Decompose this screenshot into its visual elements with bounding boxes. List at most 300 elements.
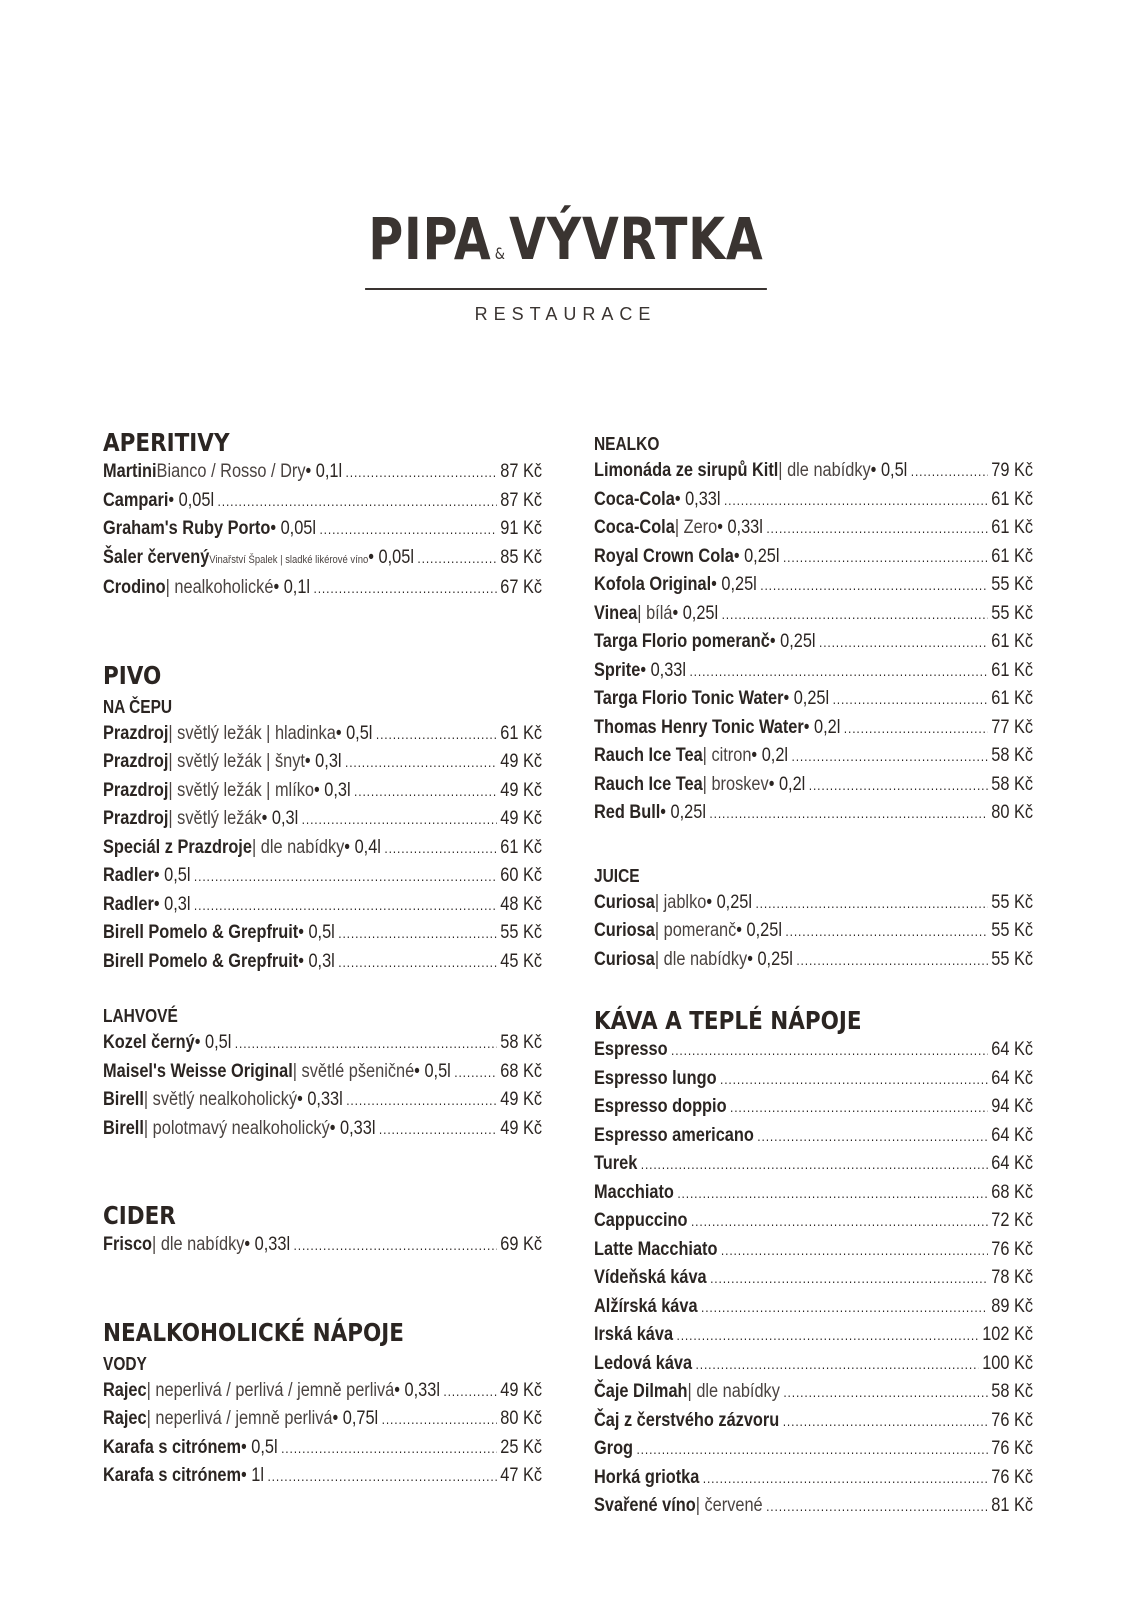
item-price: 67 Kč [500,577,543,598]
item-name: Espresso lungo [594,1067,717,1089]
item-price: 61 Kč [991,659,1034,681]
item-name: Coca-Cola [594,517,675,538]
item-name: Birell [103,1117,144,1139]
item-name: Birell [103,1089,144,1110]
menu-list [103,458,542,603]
item-name: Curiosa [594,948,655,970]
item-price: 55 Kč [991,602,1034,624]
item-name: Curiosa [594,920,655,941]
item-volume: • 0,4l [344,836,381,858]
item-price: 58 Kč [500,1032,543,1053]
item-description: | dle nabídky [152,1234,245,1255]
item-name: Cappuccino [594,1210,688,1231]
item-description: | světlé pšeničné [292,1060,415,1082]
item-price: 55 Kč [991,574,1034,595]
item-volume: • 0,2l [768,773,806,795]
item-name: Šaler červený [103,546,210,568]
menu-item [103,748,542,777]
section-nealkoholicke-napoje [103,1318,542,1491]
item-name: Birell Pomelo & Grepfruit [103,950,299,972]
menu-item [594,889,1033,918]
menu-item [103,458,542,487]
item-price: 64 Kč [991,1039,1034,1060]
item-volume: • 0,25l [769,631,816,652]
item-price: 76 Kč [991,1409,1034,1431]
menu-item [594,600,1033,629]
item-volume: • 0,25l [672,602,719,624]
menu-item [594,486,1033,515]
item-name: Frisco [103,1234,153,1255]
item-price: 72 Kč [991,1210,1034,1231]
item-name: Martini [103,461,157,482]
dot-leader [302,806,497,834]
menu-item [594,1122,1033,1151]
item-price: 69 Kč [500,1234,543,1255]
menu-item [594,457,1033,486]
menu-item [594,714,1033,743]
item-price: 76 Kč [991,1438,1034,1459]
menu-item [594,543,1033,572]
item-name: Red Bull [594,802,661,823]
menu-list [594,889,1033,975]
item-name: Kofola Original [594,574,712,595]
dot-leader [911,458,988,486]
item-price: 49 Kč [500,808,543,829]
item-volume: • 0,75l [332,1408,379,1429]
item-price: 76 Kč [991,1466,1034,1488]
dot-leader [194,892,497,920]
menu-item [103,1434,542,1463]
item-description: | dle nabídky [778,460,871,481]
dot-leader [783,1379,987,1407]
item-description: | dle nabídky [654,948,748,970]
menu-list [103,1231,542,1260]
dot-leader [757,1123,988,1151]
item-volume: • 0,5l [241,1436,278,1458]
item-volume: • 0,5l [870,460,908,481]
section-juice [594,863,1033,975]
dot-leader [709,800,987,828]
item-name: Rauch Ice Tea [594,773,703,795]
menu-item [103,1377,542,1406]
menu-item [103,1405,542,1434]
section-nealko [594,431,1033,828]
menu-item [594,571,1033,600]
dot-leader [691,1208,988,1236]
dot-leader [819,629,988,657]
dot-leader [636,1436,987,1464]
item-price: 58 Kč [991,1381,1034,1402]
brand-subtitle: RESTAURACE [474,304,657,324]
subsection-title: JUICE [594,865,640,886]
dot-leader [791,743,987,771]
menu-item [103,720,542,749]
item-name: Irská káva [594,1324,674,1345]
item-name: Kozel černý [103,1032,195,1053]
dot-leader [785,918,987,946]
item-volume: • 0,33l [640,659,687,681]
brand-left: PIPA [367,205,492,273]
section-title: CIDER [103,1201,176,1230]
item-price: 61 Kč [500,836,543,858]
dot-leader [338,920,497,948]
item-volume: • 0,25l [733,545,780,567]
dot-leader [730,1094,988,1122]
menu-item [103,805,542,834]
dot-leader [454,1059,497,1087]
dot-leader [722,601,988,629]
item-description: | neperlivá / perlivá / jemně perlivá [146,1379,395,1401]
item-name: Espresso [594,1039,668,1060]
menu-item [594,742,1033,771]
restaurant-logo [0,205,1131,325]
item-volume: • 0,3l [313,779,351,801]
item-description: | dle nabídky [251,836,345,858]
menu-item [103,1029,542,1058]
item-volume: • 0,1l [305,461,343,482]
item-price: 89 Kč [991,1295,1034,1317]
dot-leader [671,1037,988,1065]
menu-item [103,891,542,920]
menu-item [103,1058,542,1087]
menu-item [103,1462,542,1491]
subsection-title: LAHVOVÉ [103,1006,178,1026]
dot-leader [720,1066,988,1094]
dot-leader [346,459,497,487]
item-price: 80 Kč [991,802,1034,823]
item-price: 79 Kč [991,460,1034,481]
section-aperitivy [103,428,542,603]
brand-amp: & [494,244,506,263]
item-description: Bianco / Rosso / Dry [156,461,306,482]
item-price: 55 Kč [991,920,1034,941]
item-name: Espresso americano [594,1124,754,1146]
item-name: Espresso doppio [594,1096,727,1117]
dot-leader [319,516,496,544]
item-name: Birell Pomelo & Grepfruit [103,922,299,943]
menu-item [103,1086,542,1115]
subsection-title: NA ČEPU [103,696,173,717]
menu-item [594,628,1033,657]
item-name: Turek [594,1153,638,1174]
dot-leader [417,545,496,573]
item-price: 61 Kč [991,517,1034,538]
section-title: KÁVA A TEPLÉ NÁPOJE [594,1006,862,1035]
item-price: 58 Kč [991,773,1034,795]
dot-leader [710,1265,988,1293]
dot-leader [345,749,497,777]
menu-item [594,1150,1033,1179]
menu-list [594,1036,1033,1521]
menu-item [103,574,542,603]
item-price: 49 Kč [500,779,543,801]
item-price: 47 Kč [500,1465,543,1486]
item-volume: • 0,33l [394,1379,440,1401]
menu-item [103,544,542,575]
section-title: NEALKOHOLICKÉ NÁPOJE [103,1317,404,1347]
item-price: 78 Kč [991,1267,1034,1288]
item-volume: • 0,25l [711,574,757,595]
item-name: Čaje Dilmah [594,1381,688,1402]
item-price: 68 Kč [991,1181,1034,1203]
menu-item [103,919,542,948]
item-price: 61 Kč [991,688,1034,709]
item-name: Čaj z čerstvého zázvoru [594,1409,780,1431]
item-price: 64 Kč [991,1067,1034,1089]
item-name: Graham's Ruby Porto [103,518,271,539]
item-price: 45 Kč [500,950,543,972]
item-name: Radler [103,893,154,915]
section-cider [103,1201,542,1260]
item-price: 85 Kč [500,546,543,568]
menu-item [594,685,1033,714]
menu-item [594,1179,1033,1208]
item-volume: • 0,33l [297,1089,343,1110]
item-name: Prazdroj [103,808,169,829]
item-volume: • 0,2l [803,716,841,738]
section-kava [594,1006,1033,1521]
item-name: Rauch Ice Tea [594,745,703,766]
menu-item [594,1036,1033,1065]
item-name: Royal Crown Cola [594,545,734,567]
item-name: Grog [594,1438,634,1459]
dot-leader [313,575,496,603]
menu-item [594,1207,1033,1236]
item-name: Prazdroj [103,722,169,744]
item-description: | světlý ležák | hladinka [168,722,336,744]
menu-item [103,777,542,806]
item-description: | broskev [702,773,769,795]
section-title: PIVO [103,660,162,690]
item-description: | bílá [637,602,673,624]
item-volume: • 1l [241,1465,265,1486]
dot-leader [354,778,497,806]
dot-leader [294,1232,497,1260]
item-price: 94 Kč [991,1096,1034,1117]
item-name: Thomas Henry Tonic Water [594,716,804,738]
item-volume: • 0,5l [335,722,373,744]
item-name: Vinea [594,602,638,624]
item-volume: • 0,05l [270,518,317,539]
menu-item [594,1236,1033,1265]
item-volume: • 0,05l [168,489,215,511]
menu-item [594,1350,1033,1379]
item-volume: • 0,2l [751,745,789,766]
dot-leader [376,721,497,749]
item-price: 55 Kč [500,922,543,943]
dot-leader [703,1465,988,1493]
item-price: 64 Kč [991,1153,1034,1174]
item-price: 87 Kč [500,489,543,511]
item-description: | polotmavý nealkoholický [143,1117,330,1139]
item-name: Horká griotka [594,1466,700,1488]
menu-column-left [103,428,542,1491]
menu-list [103,1377,542,1491]
item-price: 64 Kč [991,1124,1034,1146]
item-volume: • 0,25l [736,920,782,941]
item-description: | světlý nealkoholický [143,1089,298,1110]
menu-item [594,1407,1033,1436]
item-price: 87 Kč [500,461,543,482]
item-name: Prazdroj [103,779,169,801]
item-price: 48 Kč [500,893,543,915]
item-price: 25 Kč [500,1436,543,1458]
menu-item [594,771,1033,800]
item-name: Targa Florio pomeranč [594,631,770,652]
item-name: Vídeňská káva [594,1267,707,1288]
menu-item [594,1264,1033,1293]
item-price: 76 Kč [991,1238,1034,1260]
item-price: 61 Kč [991,488,1034,510]
menu-item [594,946,1033,975]
dot-leader [766,515,988,543]
item-volume: • 0,3l [298,950,335,972]
menu-item [594,514,1033,543]
menu-item [103,948,542,977]
item-price: 61 Kč [991,631,1034,652]
dot-leader [844,715,988,743]
dot-leader [267,1463,496,1491]
menu-item [594,1378,1033,1407]
item-volume: • 0,33l [244,1234,291,1255]
menu-item [594,1435,1033,1464]
item-name: Targa Florio Tonic Water [594,688,784,709]
menu-item [594,917,1033,946]
item-name: Karafa s citrónem [103,1436,242,1458]
item-price: 80 Kč [500,1408,543,1429]
item-price: 49 Kč [500,751,543,772]
dot-leader [218,488,497,516]
dot-leader [783,1408,988,1436]
item-volume: • 0,3l [153,893,191,915]
item-price: 49 Kč [500,1117,543,1139]
dot-leader [755,890,987,918]
item-volume: • 0,1l [273,577,311,598]
brand-right: VÝVRTKA [508,205,764,273]
item-price: 77 Kč [991,716,1034,738]
item-description: | Zero [674,517,718,538]
dot-leader [384,835,496,863]
item-name: Limonáda ze sirupů Kitl [594,460,779,481]
item-volume: • 0,5l [414,1060,451,1082]
item-price: 100 Kč [982,1352,1034,1374]
item-price: 68 Kč [500,1060,543,1082]
menu-item [594,1321,1033,1350]
item-name: Alžírská káva [594,1295,698,1317]
dot-leader [338,949,497,977]
menu-item [103,834,542,863]
item-name: Speciál z Prazdroje [103,836,252,858]
item-price: 61 Kč [991,545,1034,567]
menu-item [594,1293,1033,1322]
item-volume: • 0,33l [674,488,721,510]
dot-leader [676,1322,978,1350]
menu-item [594,1065,1033,1094]
item-price: 60 Kč [500,865,543,886]
section-pivo [103,661,542,1144]
item-name: Svařené víno [594,1495,696,1516]
subsection-title: NEALKO [594,434,660,454]
dot-leader [724,487,988,515]
dot-leader [443,1378,496,1406]
item-price: 58 Kč [991,745,1034,766]
item-description: | citron [702,745,752,766]
item-description: | nealkoholické [165,577,274,598]
section-title: APERITIVY [103,428,230,457]
item-description: Vinařství Špalek | sladké likérové víno [209,553,369,566]
item-volume: • 0,33l [329,1117,376,1139]
dot-leader [194,863,497,891]
item-price: 49 Kč [500,1379,543,1401]
item-description: | červené [695,1495,763,1516]
brand-name [365,205,767,290]
item-volume: • 0,25l [783,688,830,709]
item-name: Sprite [594,659,641,681]
item-volume: • 0,5l [153,865,191,886]
menu-item [103,487,542,516]
dot-leader [721,1237,988,1265]
dot-leader [696,1351,979,1379]
item-price: 81 Kč [991,1495,1034,1516]
item-name: Ledová káva [594,1352,693,1374]
dot-leader [833,686,988,714]
menu-item [103,1115,542,1144]
item-name: Curiosa [594,891,655,913]
item-name: Latte Macchiato [594,1238,718,1260]
menu-item [594,1464,1033,1493]
menu-item [594,799,1033,828]
menu-list [594,457,1033,828]
menu-item [594,1093,1033,1122]
item-name: Rajec [103,1379,147,1401]
dot-leader [796,947,987,975]
item-description: | dle nabídky [687,1381,780,1402]
dot-leader [701,1294,988,1322]
dot-leader [760,572,988,600]
dot-leader [689,658,987,686]
menu-list [103,720,542,977]
item-description: | světlý ležák | šnyt [168,751,305,772]
item-price: 102 Kč [982,1324,1034,1345]
menu-item [103,862,542,891]
dot-leader [235,1030,497,1058]
menu-item [594,657,1033,686]
dot-leader [783,544,988,572]
item-name: Coca-Cola [594,488,675,510]
menu-item [103,1231,542,1260]
item-name: Crodino [103,577,166,598]
item-description: | jablko [654,891,707,913]
dot-leader [641,1151,988,1179]
dot-leader [379,1116,497,1144]
item-volume: • 0,3l [261,808,299,829]
item-volume: • 0,05l [368,546,414,568]
item-name: Radler [103,865,154,886]
item-price: 91 Kč [500,518,543,539]
item-price: 55 Kč [991,891,1034,913]
item-name: Campari [103,489,169,511]
item-price: 61 Kč [500,722,543,744]
dot-leader [281,1435,497,1463]
dot-leader [809,772,988,800]
item-name: Karafa s citrónem [103,1465,242,1486]
item-name: Prazdroj [103,751,169,772]
item-volume: • 0,5l [194,1032,232,1053]
menu-item [594,1492,1033,1521]
item-name: Macchiato [594,1181,674,1203]
item-description: | světlý ležák | mlíko [168,779,314,801]
dot-leader [346,1087,497,1115]
